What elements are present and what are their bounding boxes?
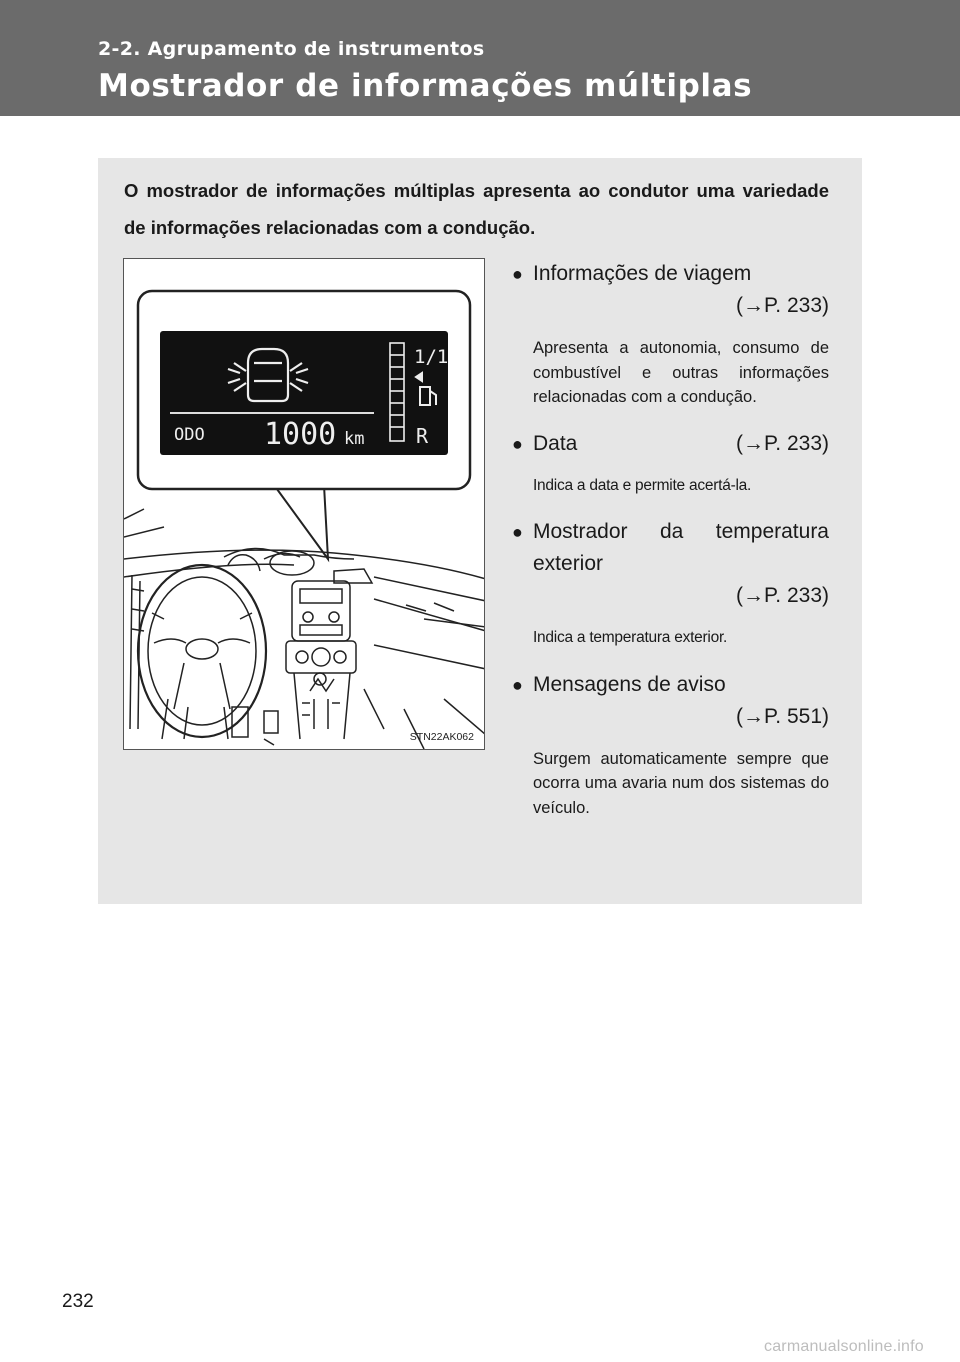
figure-code: STN22AK062 [409,731,474,743]
list-item [513,258,829,410]
item-title [513,258,829,290]
list-item [513,428,829,499]
item-description: Apresenta a autonomia, consumo de combustível e outras informações relacionadas com a condução. [533,339,829,406]
page-title: Mostrador de informações múltiplas [98,68,753,104]
item-title-text: Mostrador da temperatura exterior [533,520,829,575]
item-title-text: Informações de viagem [533,262,752,285]
odometer-value: 1000 [264,417,337,452]
page-number: 232 [62,1291,94,1312]
page-reference: (→P. 233) [736,294,829,317]
bullet-icon: ● [512,674,523,695]
page-reference: (→P. 233) [736,584,829,607]
item-description: Indica a temperatura exterior. [533,629,728,646]
item-description: Indica a data e permite acertá-la. [533,476,752,494]
dashboard-line-art [124,509,485,749]
item-title [513,669,829,701]
item-title-text: Data [533,431,578,455]
feature-list [513,258,829,838]
item-title [513,428,829,460]
bullet-icon: ● [512,264,523,284]
list-item [513,516,829,651]
bullet-icon: ● [512,522,523,542]
callout-pointer [274,485,328,559]
bullet-icon: ● [512,433,523,454]
odometer-unit: km [344,429,365,449]
gear-indicator: R [416,424,429,448]
page-reference: (→P. 551) [736,704,829,728]
section-label: 2-2. Agrupamento de instrumentos [98,38,485,60]
dashboard-drawing [124,259,485,750]
page-reference: (→P. 233) [736,431,829,455]
item-title [513,516,829,580]
watermark-text: carmanualsonline.info [764,1338,924,1355]
intro-text: O mostrador de informações múltiplas apresenta ao condutor uma variedade de informações relacionadas com a condução. [124,180,829,238]
page-header [0,0,960,116]
page-indicator: 1/1 [414,346,449,368]
list-item [513,669,829,821]
dashboard-illustration [123,258,485,750]
item-title-text: Mensagens de aviso [533,672,726,696]
odo-label: ODO [174,425,205,445]
item-description: Surgem automaticamente sempre que ocorra uma avaria num dos sistemas do veículo. [533,749,829,817]
